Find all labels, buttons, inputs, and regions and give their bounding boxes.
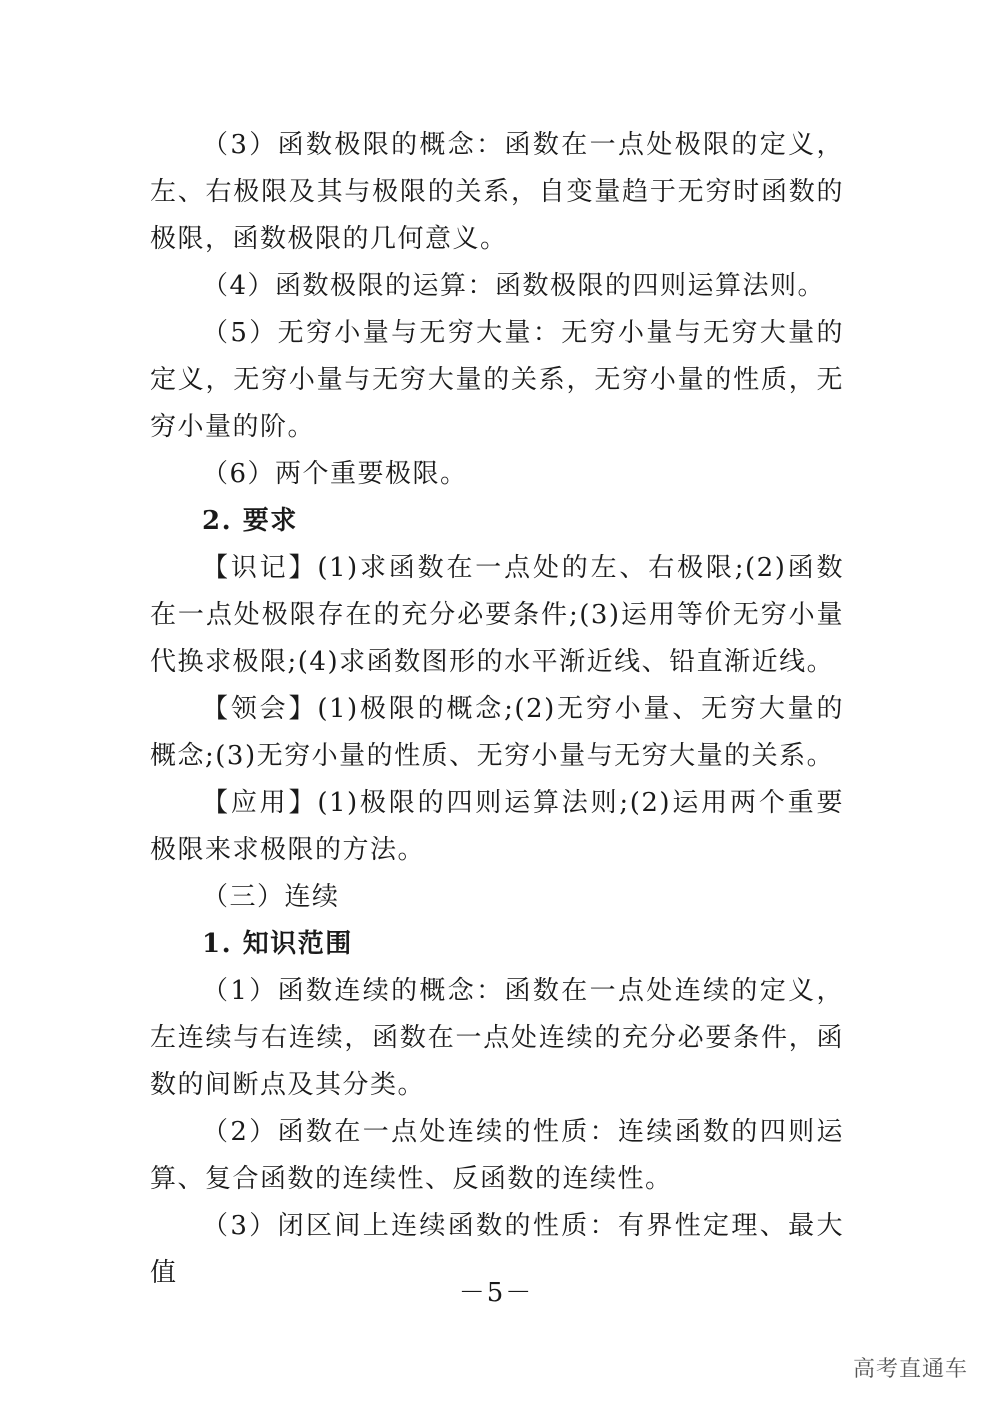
paragraph-apply: 【应用】(1)极限的四则运算法则;(2)运用两个重要极限来求极限的方法。: [150, 788, 844, 865]
paragraph-limit-operations: （4）函数极限的运算：函数极限的四则运算法则。: [202, 271, 826, 301]
section-continuity: （三）连续: [202, 882, 340, 912]
paragraph-closed-interval: （3）闭区间上连续函数的性质：有界性定理、最大值: [150, 1211, 844, 1288]
paragraph-infinitesimal: （5）无穷小量与无穷大量：无穷小量与无穷大量的定义，无穷小量与无穷大量的关系，无穷小量的性质，无穷小量的阶。: [150, 318, 844, 442]
heading-knowledge-scope: 1. 知识范围: [202, 929, 353, 959]
paragraph-memorize: 【识记】(1)求函数在一点处的左、右极限;(2)函数在一点处极限存在的充分必要条件;(3)运用等价无穷小量代换求极限;(4)求函数图形的水平渐近线、铅直渐近线。: [150, 553, 844, 677]
paragraph-continuity-properties: （2）函数在一点处连续的性质：连续函数的四则运算、复合函数的连续性、反函数的连续性。: [150, 1117, 844, 1194]
paragraph-limit-concept: （3）函数极限的概念：函数在一点处极限的定义，左、右极限及其与极限的关系，自变量趋于无穷时函数的极限，函数极限的几何意义。: [150, 130, 844, 254]
paragraph-important-limits: （6）两个重要极限。: [202, 459, 468, 489]
watermark: 高考直通车: [852, 1357, 968, 1382]
paragraph-continuity-concept: （1）函数连续的概念：函数在一点处连续的定义，左连续与右连续，函数在一点处连续的充分必要条件，函数的间断点及其分类。: [150, 976, 844, 1100]
paragraph-understand: 【领会】(1)极限的概念;(2)无穷小量、无穷大量的概念;(3)无穷小量的性质、无穷小量与无穷大量的关系。: [150, 694, 844, 771]
document-body: [150, 122, 844, 1297]
page-number: －5－: [458, 1278, 534, 1308]
heading-requirements: 2. 要求: [202, 506, 298, 536]
